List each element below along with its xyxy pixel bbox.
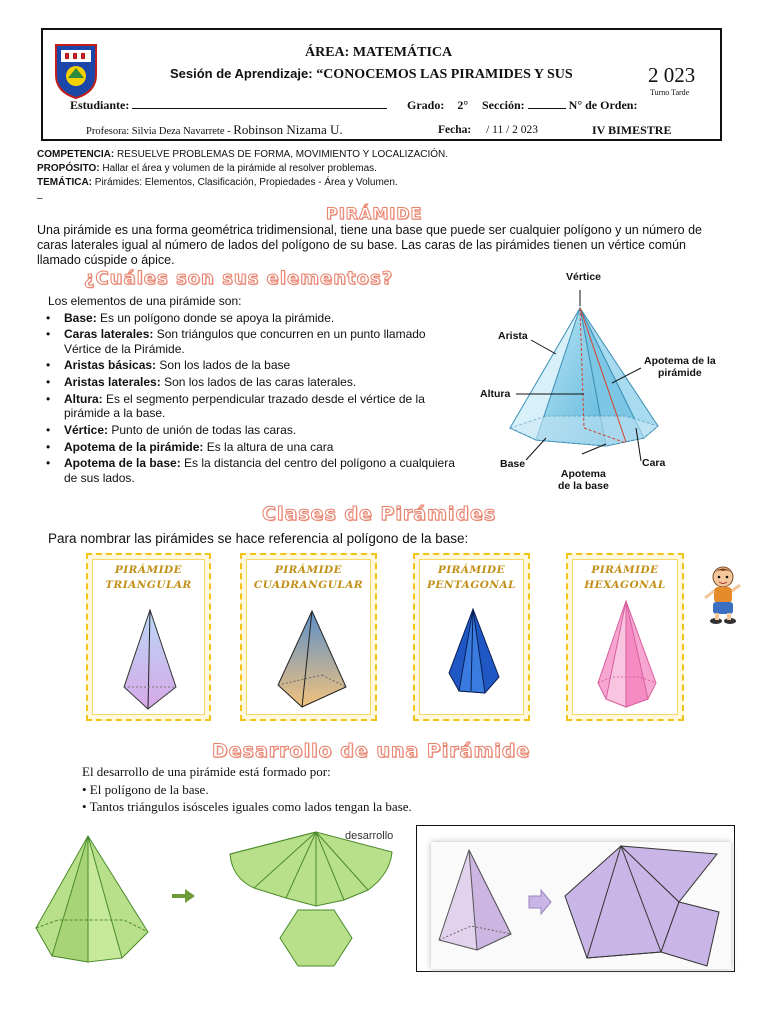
desarrollo-title: Desarrollo de una Pirámide [212, 740, 531, 762]
card-piramide-pentagonal [413, 553, 530, 721]
item-term: Aristas básicas: [64, 358, 157, 373]
student-label: Estudiante: [70, 98, 130, 112]
pentagonal-pyramid-figure [441, 607, 506, 697]
session-name: “CONOCEMOS LAS PIRAMIDES Y SUS [316, 67, 573, 82]
student-blank[interactable] [132, 98, 387, 109]
card-label-line1: PIRÁMIDE [114, 564, 183, 576]
label-apotema-piramide-line1: Apotema de la [644, 355, 716, 367]
dash-mark: – [37, 193, 43, 204]
list-item [36, 423, 466, 438]
label-cara: Cara [642, 457, 666, 469]
card-label [415, 563, 528, 593]
card-label-line2: PENTAGONAL [426, 579, 517, 591]
list-item [36, 358, 466, 373]
clases-title: Clases de Pirámides [262, 503, 497, 525]
item-desc: Son los lados de la base [159, 358, 291, 373]
tematica-text: Pirámides: Elementos, Clasificación, Propiedades - Área y Volumen. [94, 177, 398, 188]
piramide-title: PIRÁMIDE [326, 204, 423, 223]
date-label: Fecha: [438, 124, 472, 136]
date-value: / 11 / 2 023 [486, 124, 539, 136]
desarrollo-bullet: • Tantos triángulos isósceles iguales como lados tengan la base. [82, 799, 412, 814]
item-desc: Es la distancia del centro del polígono a cualquiera de sus lados. [64, 456, 455, 485]
item-term: Caras laterales: [64, 327, 154, 342]
label-altura: Altura [480, 388, 511, 400]
card-label-line2: CUADRANGULAR [253, 579, 364, 591]
competencia-label: COMPETENCIA: [37, 149, 115, 160]
item-desc: Es la altura de una cara [206, 439, 334, 454]
elementos-intro: Los elementos de una pirámide son: [48, 294, 242, 308]
bimester: IV BIMESTRE [592, 123, 672, 137]
card-label-line1: PIRÁMIDE [437, 564, 506, 576]
proposito-text: Hallar el área y volumen de la pirámide al resolver problemas. [102, 163, 377, 174]
shift-label: Turno Tarde [650, 88, 690, 97]
section-label: Sección: [482, 98, 525, 112]
green-pyramid-net [226, 826, 394, 971]
order-label: N° de Orden: [568, 98, 638, 112]
card-label-line1: PIRÁMIDE [591, 564, 659, 576]
label-base: Base [500, 458, 526, 470]
competencia-text: RESUELVE PROBLEMAS DE FORMA, MOVIMIENTO Y LOCALIZACIÓN. [117, 149, 449, 160]
label-apotema-piramide-line2: pirámide [658, 367, 702, 379]
list-item [36, 456, 466, 485]
item-term: Base: [64, 310, 97, 325]
item-term: Apotema de la base: [64, 456, 181, 471]
card-label [568, 563, 682, 593]
desarrollo-figure-label: desarrollo [345, 830, 394, 842]
proposito-line [37, 163, 377, 174]
piramide-definition: Una pirámide es una forma geométrica tridimensional, tiene una base que puede ser cualquier polígono y un número de caras laterales igual al número de lados del polígono de su base. Las caras de las pirámides tienen un vértice común llamado cúspide o ápice. [37, 223, 702, 267]
purple-figure-panel [431, 842, 731, 969]
label-vertice: Vértice [566, 271, 602, 283]
list-item [36, 375, 466, 390]
arrow-right-icon [170, 886, 198, 906]
triangular-pyramid-figure [118, 605, 183, 715]
clases-intro: Para nombrar las pirámides se hace referencia al polígono de la base: [48, 531, 469, 546]
proposito-label: PROPÓSITO: [37, 163, 100, 174]
item-term: Apotema de la pirámide: [64, 439, 204, 454]
grade-label: Grado: [407, 98, 445, 112]
hexagonal-pyramid-figure [592, 597, 662, 712]
school-logo [51, 40, 101, 100]
card-label-line2: TRIANGULAR [105, 579, 192, 591]
card-label [88, 563, 209, 593]
date-field [438, 124, 538, 136]
card-piramide-hexagonal [566, 553, 684, 721]
elementos-title: ¿Cuáles son sus elementos? [84, 268, 394, 289]
list-item [36, 311, 466, 326]
label-apotema-base-line2: de la base [558, 480, 609, 492]
item-desc: Punto de unión de todas las caras. [111, 422, 297, 437]
item-term: Aristas laterales: [64, 375, 161, 390]
section-field[interactable] [482, 98, 637, 113]
item-term: Altura: [64, 391, 103, 406]
year: 2 023 [648, 63, 696, 87]
grade-value: 2° [457, 98, 469, 112]
session-title [170, 66, 573, 83]
teacher-line [86, 122, 343, 138]
item-desc: Es un polígono donde se apoya la pirámide. [100, 310, 335, 325]
card-label [242, 563, 375, 593]
item-desc: Son triángulos que concurren en un punto llamado Vértice de la Pirámide. [64, 327, 426, 356]
label-arista: Arista [498, 330, 528, 342]
card-label-line1: PIRÁMIDE [274, 564, 343, 576]
purple-pyramid-frame [416, 825, 735, 972]
card-label-line2: HEXAGONAL [584, 579, 666, 591]
label-apotema-piramide [644, 355, 716, 379]
competencia-line [37, 149, 448, 160]
elementos-list [36, 294, 466, 488]
tematica-line [37, 177, 398, 188]
teacher-name: Robinson Nizama U. [233, 122, 343, 137]
green-hexagonal-pyramid [28, 828, 158, 968]
cartoon-boy-image [702, 565, 744, 625]
tematica-label: TEMÁTICA: [37, 177, 92, 188]
item-term: Vértice: [64, 422, 109, 437]
label-apotema-base [558, 468, 609, 492]
teacher-prefix: Profesora: Silvia Deza Navarrete - [86, 126, 231, 137]
card-piramide-cuadrangular [240, 553, 377, 721]
square-pyramid-figure [272, 607, 352, 717]
item-desc: Es el segmento perpendicular trazado desde el vértice de la pirámide a la base. [64, 391, 425, 421]
desarrollo-bullet: • El polígono de la base. [82, 782, 209, 797]
student-field[interactable] [70, 98, 387, 113]
card-piramide-triangular [86, 553, 211, 721]
list-item [36, 327, 466, 356]
pyramid-elements-diagram [476, 268, 746, 498]
list-item [36, 392, 466, 421]
grade-field [407, 98, 468, 113]
subject-area: ÁREA: MATEMÁTICA [305, 45, 453, 60]
session-label: Sesión de Aprendizaje: [170, 66, 313, 81]
item-desc: Son los lados de las caras laterales. [164, 375, 357, 390]
list-item [36, 440, 466, 455]
desarrollo-intro: El desarrollo de una pirámide está formado por: [82, 764, 331, 779]
label-apotema-base-line1: Apotema [560, 468, 606, 480]
section-blank[interactable] [528, 98, 566, 109]
